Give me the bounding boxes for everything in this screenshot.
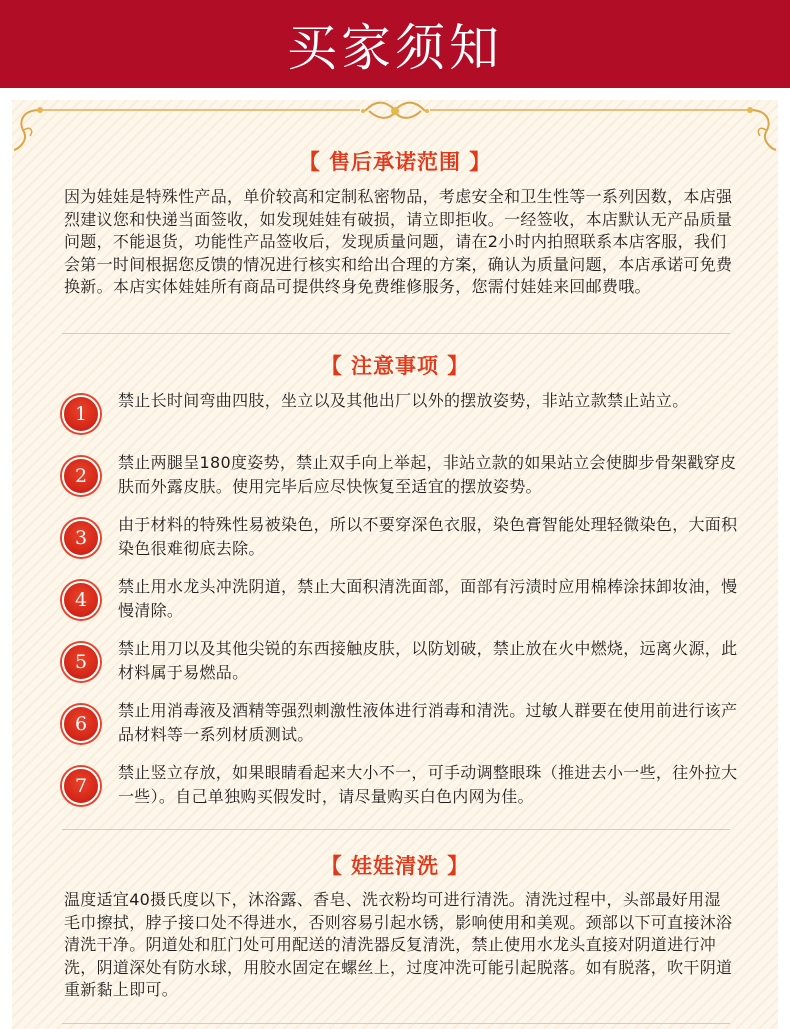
number-badge-icon: 6 — [62, 705, 100, 743]
note-text: 禁止用水龙头冲洗阴道，禁止大面积清洗面部，面部有污渍时应用棉棒涂抹卸妆油，慢慢清除。 — [118, 577, 738, 620]
note-item-3 — [62, 513, 738, 567]
number-badge-icon: 3 — [62, 519, 100, 557]
note-text: 禁止用消毒液及酒精等强烈刺激性液体进行消毒和清洗。过敏人群要在使用前进行该产品材料等一系列材质测试。 — [118, 701, 738, 744]
note-item-6 — [62, 699, 738, 753]
note-item-1 — [62, 389, 732, 443]
number-badge-icon: 4 — [62, 581, 100, 619]
note-item-2 — [62, 451, 737, 505]
cleaning-heading: 【 娃娃清洗 】 — [320, 854, 470, 878]
ornament-line-right — [430, 109, 750, 111]
cleaning-text: 温度适宜40摄氏度以下，沐浴露、香皂、洗衣粉均可进行清洗。清洗过程中，头部最好用湿毛巾擦拭，脖子接口处不得进水，否则容易引起水锈，影响使用和美观。颈部以下可直接沐浴清洗干净。阴道处和肛门处可用配送的清洗器反复清洗，禁止使用水龙头直接对阴道进行冲洗，阴道深处有防水球，用胶水固定在螺丝上，过度冲洗可能引起脱落。如有脱落，吹干阴道重新黏上即可。 — [64, 890, 733, 1000]
note-text: 由于材料的特殊性易被染色，所以不要穿深色衣服，染色膏智能处理轻微染色，大面积染色很难彻底去除。 — [118, 515, 738, 558]
after-sales-heading: 【 售后承诺范围 】 — [298, 150, 492, 174]
section-divider — [62, 829, 730, 830]
note-text: 禁止用刀以及其他尖锐的东西接触皮肤，以防划破，禁止放在火中燃烧，远离火源，此材料属于易燃品。 — [118, 639, 738, 682]
number-badge-icon: 5 — [62, 643, 100, 681]
note-item-7 — [62, 761, 738, 815]
section-divider — [62, 333, 730, 334]
note-item-4 — [62, 575, 738, 629]
note-item-5 — [62, 637, 738, 691]
ornament-line-left — [40, 109, 360, 111]
number-badge-icon: 7 — [62, 767, 100, 805]
filigree-ornament-icon — [355, 98, 435, 124]
after-sales-text: 因为娃娃是特殊性产品，单价较高和定制私密物品，考虑安全和卫生性等一系列因数，本店强烈建议您和快递当面签收，如发现娃娃有破损，请立即拒收。一经签收，本店默认无产品质量问题，不能退货，功能性产品签收后，发现质量问题，请在2小时内拍照联系本店客服，我们会第一时间根据您反馈的情况进行核实和给出合理的方案，确认为质量问题，本店承诺可免费换新。本店实体娃娃所有商品可提供终身免费维修服务，您需付娃娃来回邮费哦。 — [64, 187, 733, 297]
number-badge-icon: 1 — [62, 395, 100, 433]
section-divider — [62, 1023, 730, 1024]
notes-heading: 【 注意事项 】 — [320, 354, 470, 378]
number-badge-icon: 2 — [62, 457, 100, 495]
note-text: 禁止长时间弯曲四肢，坐立以及其他出厂以外的摆放姿势，非站立款禁止站立。 — [118, 391, 689, 410]
note-text: 禁止两腿呈180度姿势，禁止双手向上举起，非站立款的如果站立会使脚步骨架戳穿皮肤而外露皮肤。使用完毕后应尽快恢复至适宜的摆放姿势。 — [118, 453, 737, 496]
page-title: 买家须知 — [287, 19, 503, 77]
header-banner — [0, 0, 790, 88]
note-text: 禁止竖立存放，如果眼睛看起来大小不一，可手动调整眼珠（推进去小一些，往外拉大一些）。自己单独购买假发时，请尽量购买白色内网为佳。 — [118, 763, 738, 806]
